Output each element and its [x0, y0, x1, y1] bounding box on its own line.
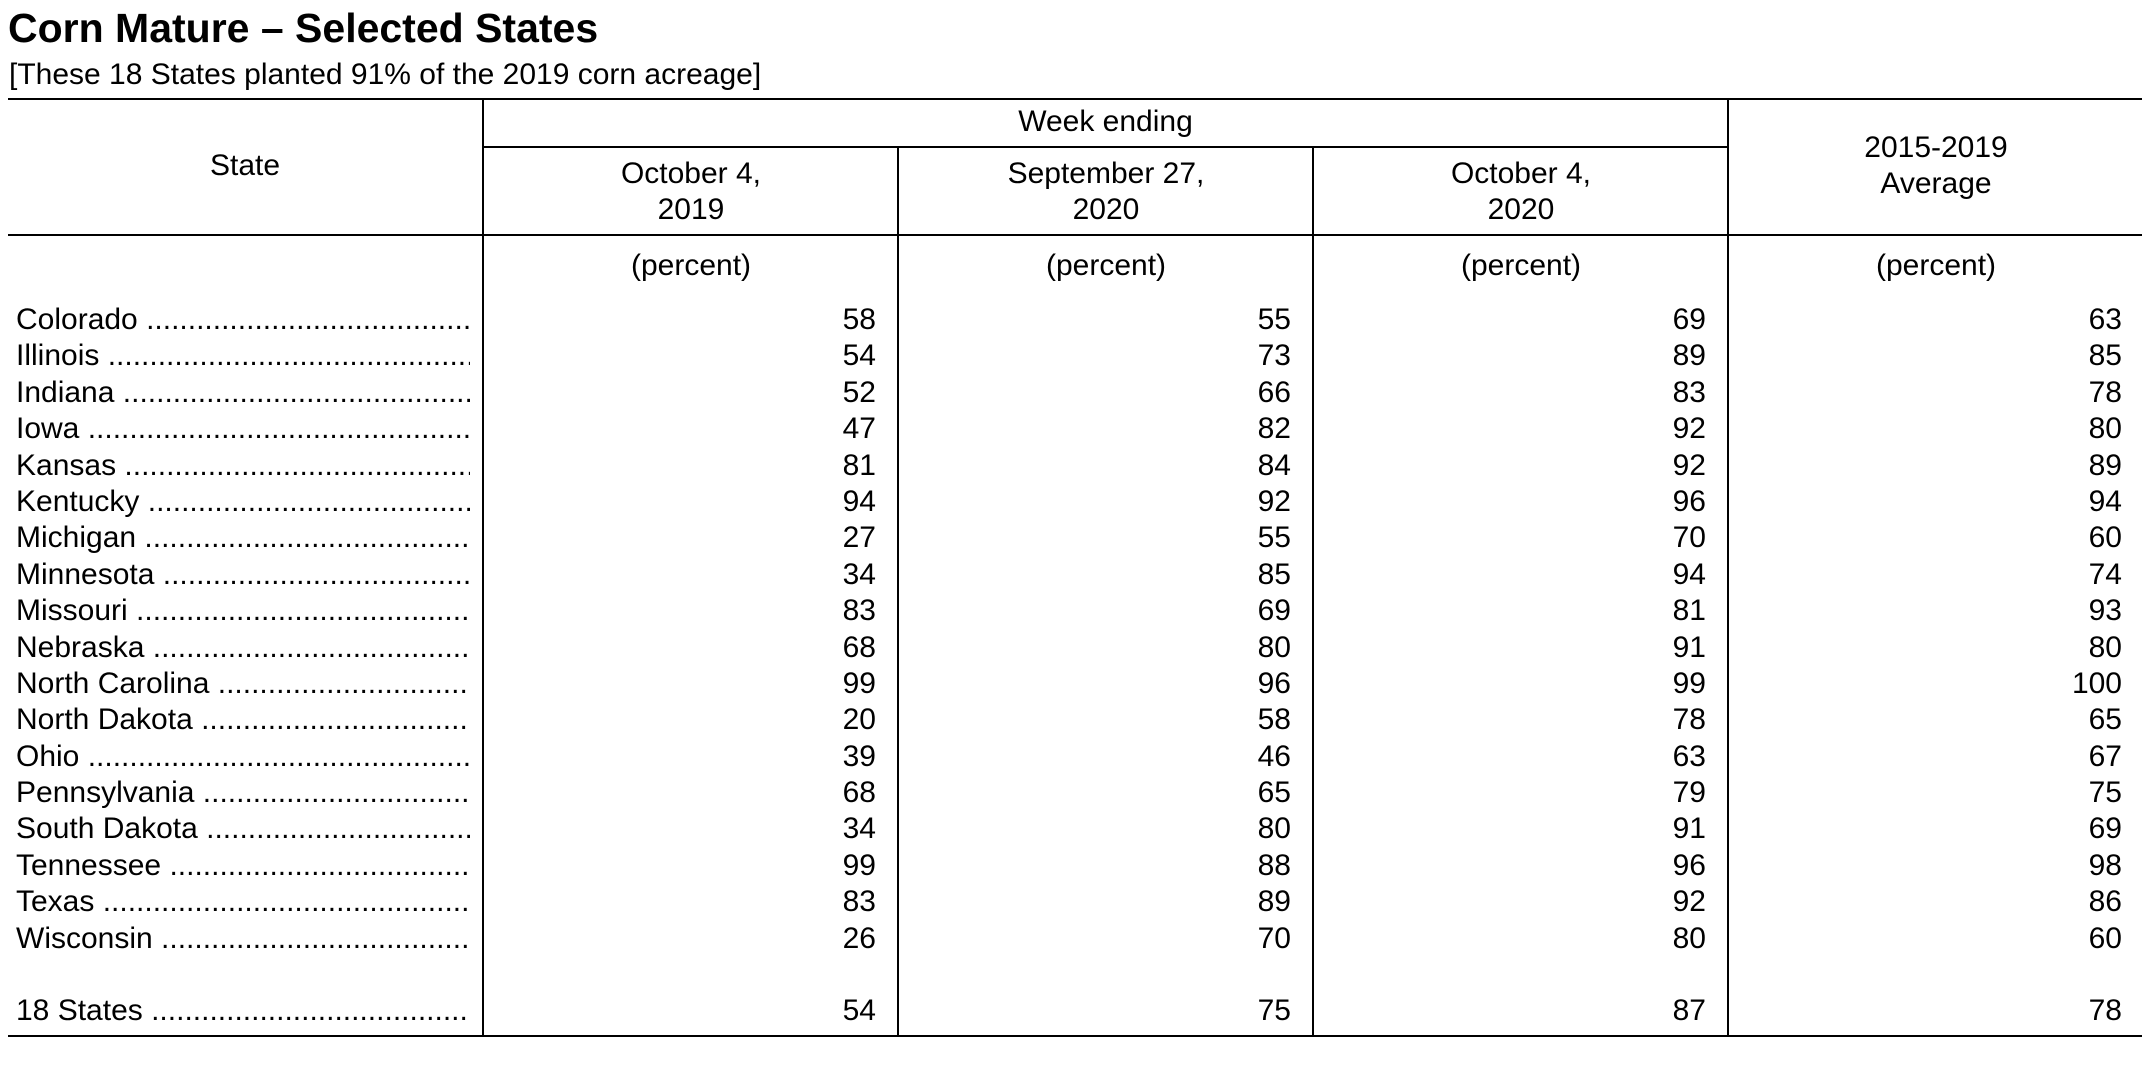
value-cell: 73 [1257, 339, 1291, 373]
value-cell: 78 [2088, 375, 2122, 409]
table-total-row [0, 993, 2150, 1029]
column-header-oct-2020 [1314, 156, 1728, 228]
value-cell: 70 [1672, 521, 1706, 555]
table-bottom-rule [8, 1035, 2142, 1037]
state-name: Pennsylvania ..... [16, 775, 470, 811]
column-header-line: 2019 [657, 193, 725, 226]
value-cell: 85 [1257, 557, 1291, 591]
value-cell: 63 [2088, 303, 2122, 336]
value-cell: 79 [1672, 776, 1706, 810]
value-cell: 96 [1672, 484, 1706, 518]
value-cell: 99 [842, 666, 876, 700]
state-name: Ohio ..... [16, 739, 470, 775]
table-row [0, 557, 2150, 593]
column-header-line: 2020 [1487, 193, 1555, 226]
table-row [0, 702, 2150, 738]
table-row [0, 484, 2150, 520]
value-cell: 83 [1672, 375, 1706, 409]
column-header-line: September 27, [1007, 157, 1205, 190]
state-column-header: State [209, 149, 281, 182]
table-row [0, 520, 2150, 556]
value-cell: 34 [842, 812, 876, 846]
value-cell: 52 [842, 375, 876, 409]
value-cell: 80 [1257, 812, 1291, 846]
state-name: Minnesota ..... [16, 557, 470, 593]
value-cell: 68 [842, 630, 876, 664]
value-cell: 84 [1257, 448, 1291, 482]
state-name: Colorado ..... [16, 302, 470, 338]
value-cell: 94 [1672, 557, 1706, 591]
state-name: Kansas ..... [16, 448, 470, 484]
value-cell: 34 [842, 557, 876, 591]
table-top-rule [8, 98, 2142, 100]
value-cell: 80 [2088, 412, 2122, 446]
value-cell: 67 [2088, 739, 2122, 773]
table-row [0, 630, 2150, 666]
value-cell: 81 [842, 448, 876, 482]
value-cell: 92 [1672, 885, 1706, 919]
value-cell: 65 [2088, 703, 2122, 737]
value-cell: 92 [1672, 448, 1706, 482]
state-name: 18 States ..... [16, 993, 470, 1029]
column-header-line: October 4, [1450, 157, 1592, 190]
state-name: Tennessee ..... [16, 848, 470, 884]
value-cell: 39 [842, 739, 876, 773]
table-body [0, 302, 2150, 1029]
state-name: Texas ..... [16, 884, 470, 920]
value-cell: 46 [1257, 739, 1291, 773]
value-cell: 20 [842, 703, 876, 737]
column-header-line: October 4, [620, 157, 762, 190]
column-header-oct-2019 [484, 156, 898, 228]
value-cell: 78 [1672, 703, 1706, 737]
state-name: North Carolina ..... [16, 666, 470, 702]
value-cell: 91 [1672, 812, 1706, 846]
unit-label: (percent) [630, 249, 752, 282]
table-row [0, 666, 2150, 702]
value-cell: 89 [2088, 448, 2122, 482]
state-name: Missouri ..... [16, 593, 470, 629]
unit-label: (percent) [1460, 249, 1582, 282]
column-header-average [1729, 130, 2143, 202]
value-cell: 83 [842, 885, 876, 919]
table-row [0, 848, 2150, 884]
value-cell: 96 [1257, 666, 1291, 700]
value-cell: 54 [842, 994, 876, 1028]
value-cell: 94 [2088, 484, 2122, 518]
week-ending-rule [482, 146, 1728, 148]
value-cell: 80 [2088, 630, 2122, 664]
value-cell: 94 [842, 484, 876, 518]
state-name: Iowa ..... [16, 411, 470, 447]
value-cell: 65 [1257, 776, 1291, 810]
value-cell: 69 [1257, 594, 1291, 628]
state-name: Nebraska ..... [16, 630, 470, 666]
table-row [0, 921, 2150, 957]
value-cell: 58 [842, 303, 876, 336]
value-cell: 85 [2088, 339, 2122, 373]
state-name: Illinois ..... [16, 338, 470, 374]
page-title: Corn Mature – Selected States [8, 5, 599, 51]
column-header-sep-2020 [899, 156, 1313, 228]
value-cell: 75 [2088, 776, 2122, 810]
value-cell: 60 [2088, 521, 2122, 555]
value-cell: 68 [842, 776, 876, 810]
value-cell: 27 [842, 521, 876, 555]
value-cell: 82 [1257, 412, 1291, 446]
state-name: Wisconsin ..... [16, 921, 470, 957]
value-cell: 89 [1257, 885, 1291, 919]
state-name: Michigan ..... [16, 520, 470, 556]
value-cell: 69 [2088, 812, 2122, 846]
state-name: North Dakota ..... [16, 702, 470, 738]
value-cell: 78 [2088, 994, 2122, 1028]
value-cell: 99 [842, 848, 876, 882]
value-cell: 93 [2088, 594, 2122, 628]
value-cell: 60 [2088, 921, 2122, 955]
column-header-line: 2020 [1072, 193, 1140, 226]
value-cell: 99 [1672, 666, 1706, 700]
value-cell: 75 [1257, 994, 1291, 1028]
column-header-line: 2015-2019 [1864, 131, 2008, 164]
value-cell: 92 [1672, 412, 1706, 446]
value-cell: 86 [2088, 885, 2122, 919]
table-row [0, 593, 2150, 629]
value-cell: 26 [842, 921, 876, 955]
value-cell: 92 [1257, 484, 1291, 518]
value-cell: 89 [1672, 339, 1706, 373]
table-row [0, 411, 2150, 447]
header-bottom-rule [8, 234, 2142, 236]
value-cell: 80 [1672, 921, 1706, 955]
table-row [0, 302, 2150, 338]
value-cell: 55 [1257, 521, 1291, 555]
value-cell: 74 [2088, 557, 2122, 591]
value-cell: 100 [2071, 666, 2122, 700]
value-cell: 58 [1257, 703, 1291, 737]
value-cell: 63 [1672, 739, 1706, 773]
value-cell: 54 [842, 339, 876, 373]
table-row [0, 448, 2150, 484]
table-row [0, 811, 2150, 847]
value-cell: 70 [1257, 921, 1291, 955]
table-row [0, 775, 2150, 811]
table-row [0, 884, 2150, 920]
state-name: South Dakota ..... [16, 811, 470, 847]
state-name: Kentucky ..... [16, 484, 470, 520]
column-header-line: Average [1880, 167, 1992, 200]
value-cell: 88 [1257, 848, 1291, 882]
table-row [0, 739, 2150, 775]
value-cell: 55 [1257, 303, 1291, 336]
value-cell: 83 [842, 594, 876, 628]
value-cell: 91 [1672, 630, 1706, 664]
table-row [0, 338, 2150, 374]
value-cell: 69 [1672, 303, 1706, 336]
value-cell: 47 [842, 412, 876, 446]
value-cell: 96 [1672, 848, 1706, 882]
value-cell: 66 [1257, 375, 1291, 409]
table-row [0, 375, 2150, 411]
state-name: Indiana ..... [16, 375, 470, 411]
value-cell: 87 [1672, 994, 1706, 1028]
value-cell: 81 [1672, 594, 1706, 628]
page-subtitle: [These 18 States planted 91% of the 2019 corn acreage] [9, 58, 762, 91]
value-cell: 80 [1257, 630, 1291, 664]
unit-label: (percent) [1045, 249, 1167, 282]
week-ending-header: Week ending [1018, 105, 1193, 138]
unit-label: (percent) [1875, 249, 1997, 282]
value-cell: 98 [2088, 848, 2122, 882]
